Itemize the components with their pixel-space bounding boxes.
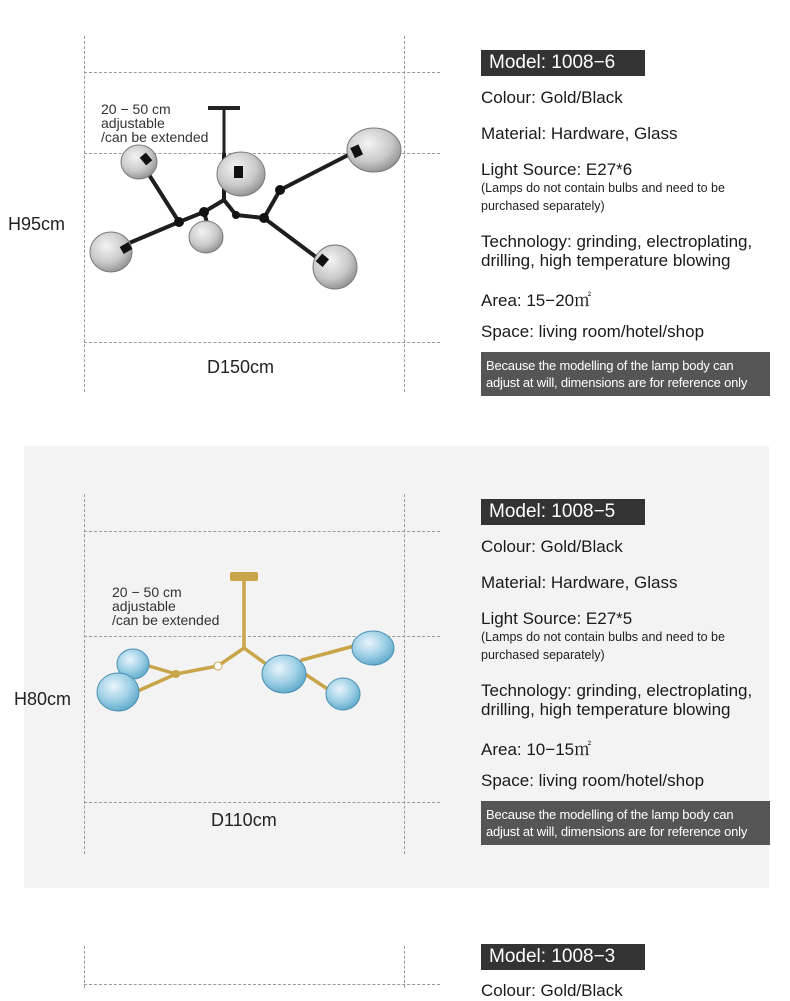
model-badge: Model: 1008−3 [481, 944, 645, 970]
light-note-line-2: purchased separately) [481, 648, 605, 662]
dimension-guide-left [84, 946, 85, 988]
height-label: H80cm [14, 689, 72, 709]
diameter-label: D110cm [211, 810, 277, 830]
dimension-guide-right [404, 946, 405, 988]
dimension-guide-bottom [84, 342, 440, 343]
dimension-disclaimer [481, 352, 770, 396]
area-spec: Area: 10−15㎡ [481, 740, 592, 759]
technology-spec [481, 232, 752, 270]
colour-spec: Colour: Gold/Black [481, 88, 623, 107]
adjust-range: 20 − 50 cm [112, 584, 182, 600]
light-note-line-2: purchased separately) [481, 199, 605, 213]
material-spec: Material: Hardware, Glass [481, 573, 678, 592]
model-badge: Model: 1008−6 [481, 50, 645, 76]
area-spec: Area: 15−20㎡ [481, 291, 592, 310]
product-section-1008-5 [24, 446, 769, 888]
technology-line-2: drilling, high temperature blowing [481, 251, 731, 270]
extend-text: /can be extended [112, 612, 220, 628]
lamp-image-black-clear [84, 100, 444, 320]
height-label: H95cm [8, 214, 66, 234]
disclaimer-line-1: Because the modelling of the lamp body can [486, 358, 734, 373]
light-source-spec: Light Source: E27*6 [481, 160, 633, 179]
technology-line-1: Technology: grinding, electroplating, [481, 681, 753, 700]
material-spec: Material: Hardware, Glass [481, 124, 678, 143]
product-section-1008-3 [0, 900, 790, 1000]
adjust-text: adjustable [101, 115, 165, 131]
light-note-line-1: (Lamps do not contain bulbs and need to be [481, 181, 725, 195]
adjust-text: adjustable [112, 598, 176, 614]
disclaimer-line-2: adjust at will, dimensions are for reference only [486, 824, 748, 839]
adjust-range: 20 − 50 cm [101, 101, 171, 117]
colour-spec: Colour: Gold/Black [481, 537, 623, 556]
diameter-label: D150cm [207, 357, 275, 377]
product-section-1008-6 [0, 0, 790, 440]
technology-line-1: Technology: grinding, electroplating, [481, 232, 753, 251]
light-note-line-1: (Lamps do not contain bulbs and need to be [481, 630, 725, 644]
space-spec: Space: living room/hotel/shop [481, 322, 705, 341]
dimension-guide-top [84, 72, 440, 73]
disclaimer-line-1: Because the modelling of the lamp body can [486, 807, 734, 822]
disclaimer-line-2: adjust at will, dimensions are for reference only [486, 375, 748, 390]
dimension-guide-top [84, 984, 440, 985]
light-source-spec: Light Source: E27*5 [481, 609, 633, 628]
technology-line-2: drilling, high temperature blowing [481, 700, 731, 719]
light-source-note [481, 179, 725, 215]
space-spec: Space: living room/hotel/shop [481, 771, 705, 790]
model-badge: Model: 1008−5 [481, 499, 645, 525]
extend-text: /can be extended [101, 129, 209, 145]
colour-spec: Colour: Gold/Black [481, 981, 623, 1000]
